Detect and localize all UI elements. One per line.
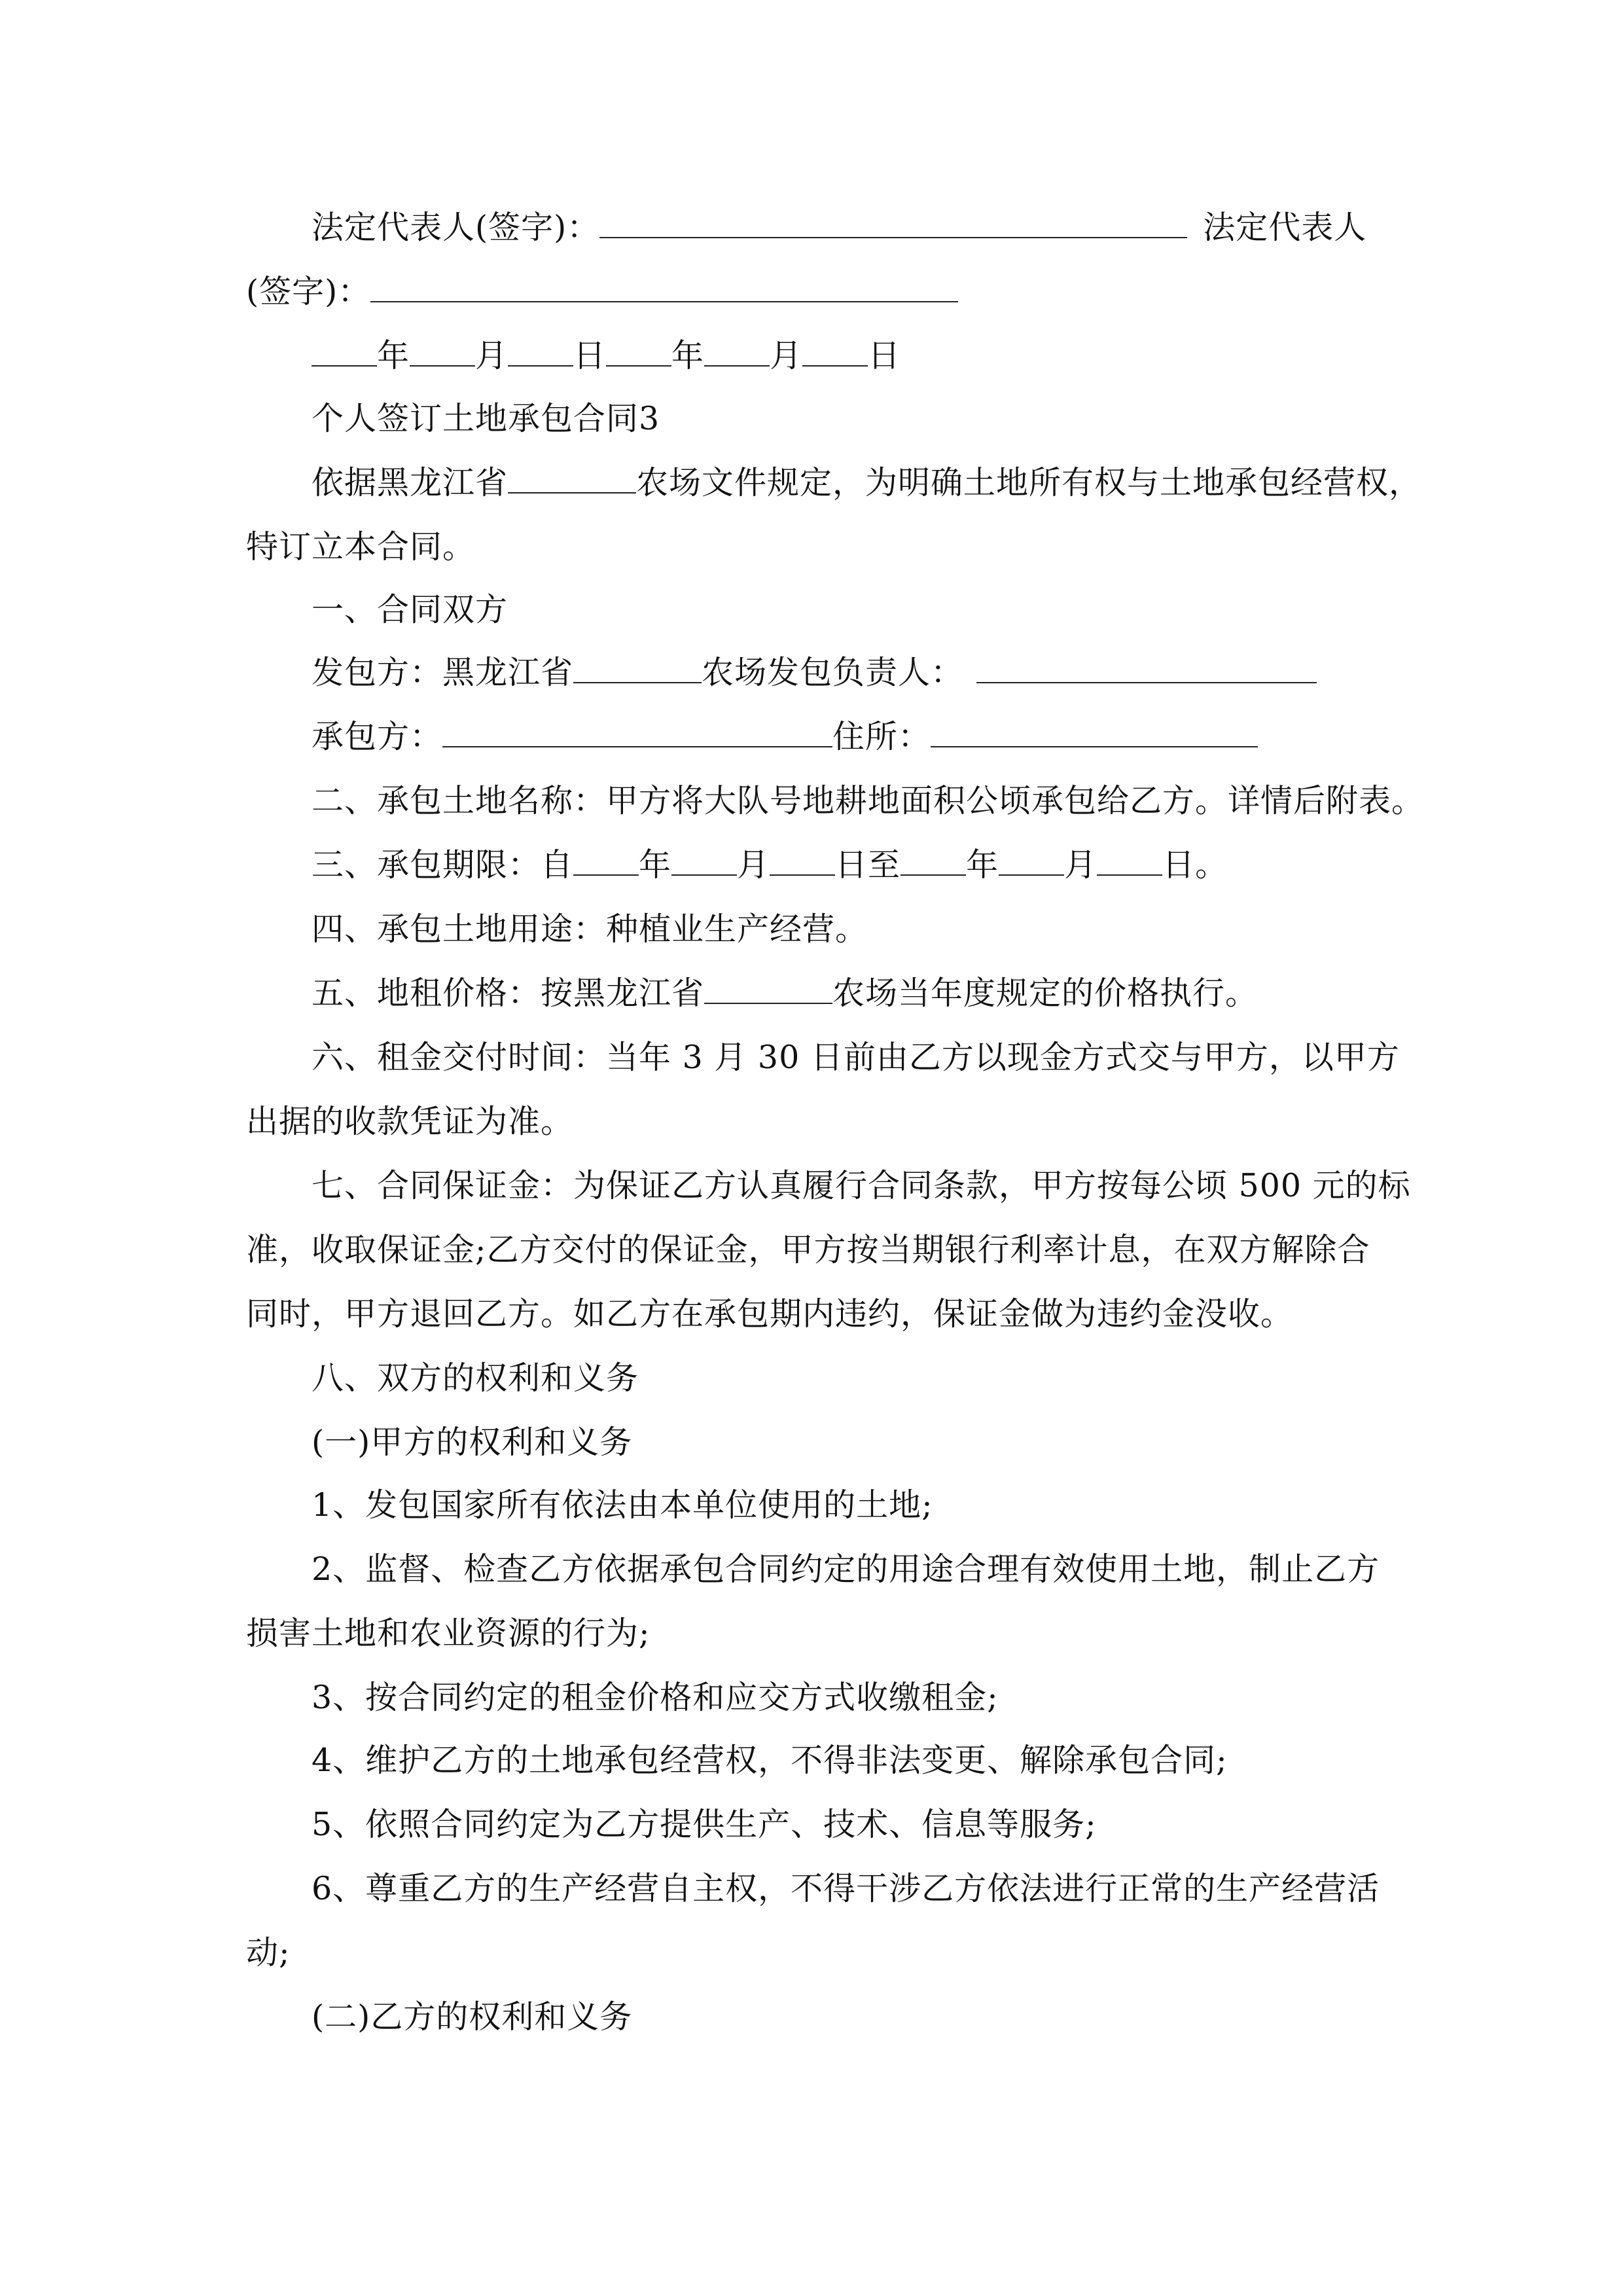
date-blank — [606, 336, 671, 367]
term-label: 三、承包期限：自 — [312, 846, 574, 884]
signature-blank-2 — [370, 272, 958, 302]
rep-label-2a: 法定代表人 — [1203, 209, 1367, 246]
address-label: 住所： — [832, 718, 931, 755]
section-8-heading: 八、双方的权利和义务 — [312, 1359, 639, 1397]
section-2: 二、承包土地名称：甲方将大队号地耕地面积公顷承包给乙方。详情后附表。 — [312, 782, 1425, 819]
term-year-2: 年 — [966, 846, 999, 884]
party-a-item-2-line-1: 2、监督、检查乙方依据承包合同约定的用途合理有效使用土地，制止乙方 — [312, 1551, 1380, 1588]
date-blank — [410, 336, 475, 367]
section-7-line-1: 七、合同保证金：为保证乙方认真履行合同条款，甲方按每公顷 500 元的标 — [312, 1167, 1411, 1204]
date-blank — [1097, 846, 1162, 876]
term-month-2: 月 — [1064, 846, 1097, 884]
party-a-label: 发包方：黑龙江省 — [312, 654, 574, 691]
date-blank — [901, 846, 966, 876]
party-a-item-1: 1、发包国家所有依法由本单位使用的土地; — [312, 1486, 933, 1524]
date-blank — [573, 846, 639, 876]
party-b-rights-heading: (二)乙方的权利和义务 — [312, 1998, 633, 2036]
term-year-1: 年 — [639, 846, 672, 884]
rent-label: 五、地租价格：按黑龙江省 — [312, 975, 705, 1012]
party-a-responsible-label: 农场发包负责人： — [702, 654, 964, 691]
farm-blank — [704, 974, 832, 1004]
party-a-item-2-line-2: 损害土地和农业资源的行为; — [246, 1615, 651, 1652]
date-day-2: 日 — [868, 337, 901, 374]
signature-date-line — [312, 336, 901, 376]
date-blank — [671, 846, 737, 876]
rep-label-2b: (签字)： — [246, 273, 371, 310]
section-1-heading: 一、合同双方 — [312, 591, 508, 628]
responsible-blank — [976, 653, 1317, 683]
date-year-2: 年 — [671, 337, 705, 374]
intro-line-2: 特订立本合同。 — [246, 528, 476, 565]
term-day-1: 日至 — [835, 846, 901, 884]
party-a-item-4: 4、维护乙方的土地承包经营权，不得非法变更、解除承包合同; — [312, 1742, 1228, 1779]
contract-title: 个人签订土地承包合同3 — [312, 400, 660, 437]
party-b-label: 承包方： — [312, 718, 443, 755]
date-month-1: 月 — [475, 337, 508, 374]
date-blank — [999, 846, 1064, 876]
rent-text: 农场当年度规定的价格执行。 — [832, 975, 1258, 1012]
intro-part-b: 农场文件规定，为明确土地所有权与土地承包经营权， — [636, 464, 1422, 501]
section-3 — [312, 846, 1228, 885]
party-a-item-6-line-2: 动; — [246, 1934, 291, 1971]
section-6-line-2: 出据的收款凭证为准。 — [246, 1103, 574, 1140]
date-blank — [802, 336, 868, 367]
section-6-line-1: 六、租金交付时间：当年 3 月 30 日前由乙方以现金方式交与甲方，以甲方 — [312, 1039, 1400, 1076]
party-b-blank — [442, 717, 832, 747]
date-year-1: 年 — [377, 337, 410, 374]
signature-line-2 — [246, 272, 958, 312]
party-a-rights-heading: (一)甲方的权利和义务 — [312, 1424, 633, 1461]
date-blank — [704, 336, 770, 367]
section-7-line-3: 同时，甲方退回乙方。如乙方在承包期内违约，保证金做为违约金没收。 — [246, 1295, 1294, 1333]
date-day-1: 日 — [573, 337, 607, 374]
date-month-2: 月 — [770, 337, 803, 374]
intro-part-a: 依据黑龙江省 — [312, 464, 508, 501]
party-b-line — [312, 717, 1258, 757]
party-a-item-5: 5、依照合同约定为乙方提供生产、技术、信息等服务; — [312, 1806, 1097, 1843]
section-7-line-2: 准，收取保证金;乙方交付的保证金，甲方按当期银行利率计息，在双方解除合 — [246, 1231, 1370, 1268]
rep-label-1: 法定代表人(签字)： — [312, 209, 600, 246]
address-blank — [931, 717, 1258, 747]
section-5 — [312, 974, 1258, 1013]
party-a-item-3: 3、按合同约定的租金价格和应交方式收缴租金; — [312, 1679, 999, 1716]
intro-line-1 — [312, 463, 1421, 503]
section-4: 四、承包土地用途：种植业生产经营。 — [312, 910, 868, 948]
date-blank — [770, 846, 835, 876]
farm-blank — [573, 653, 702, 683]
signature-line-1 — [312, 208, 1366, 247]
term-month-1: 月 — [737, 846, 770, 884]
signature-blank-1 — [599, 208, 1187, 238]
party-a-line — [312, 653, 1317, 692]
date-blank — [312, 336, 377, 367]
term-day-2: 日。 — [1162, 846, 1228, 884]
farm-blank — [508, 463, 636, 493]
date-blank — [508, 336, 573, 367]
party-a-item-6-line-1: 6、尊重乙方的生产经营自主权，不得干涉乙方依法进行正常的生产经营活 — [312, 1870, 1380, 1907]
